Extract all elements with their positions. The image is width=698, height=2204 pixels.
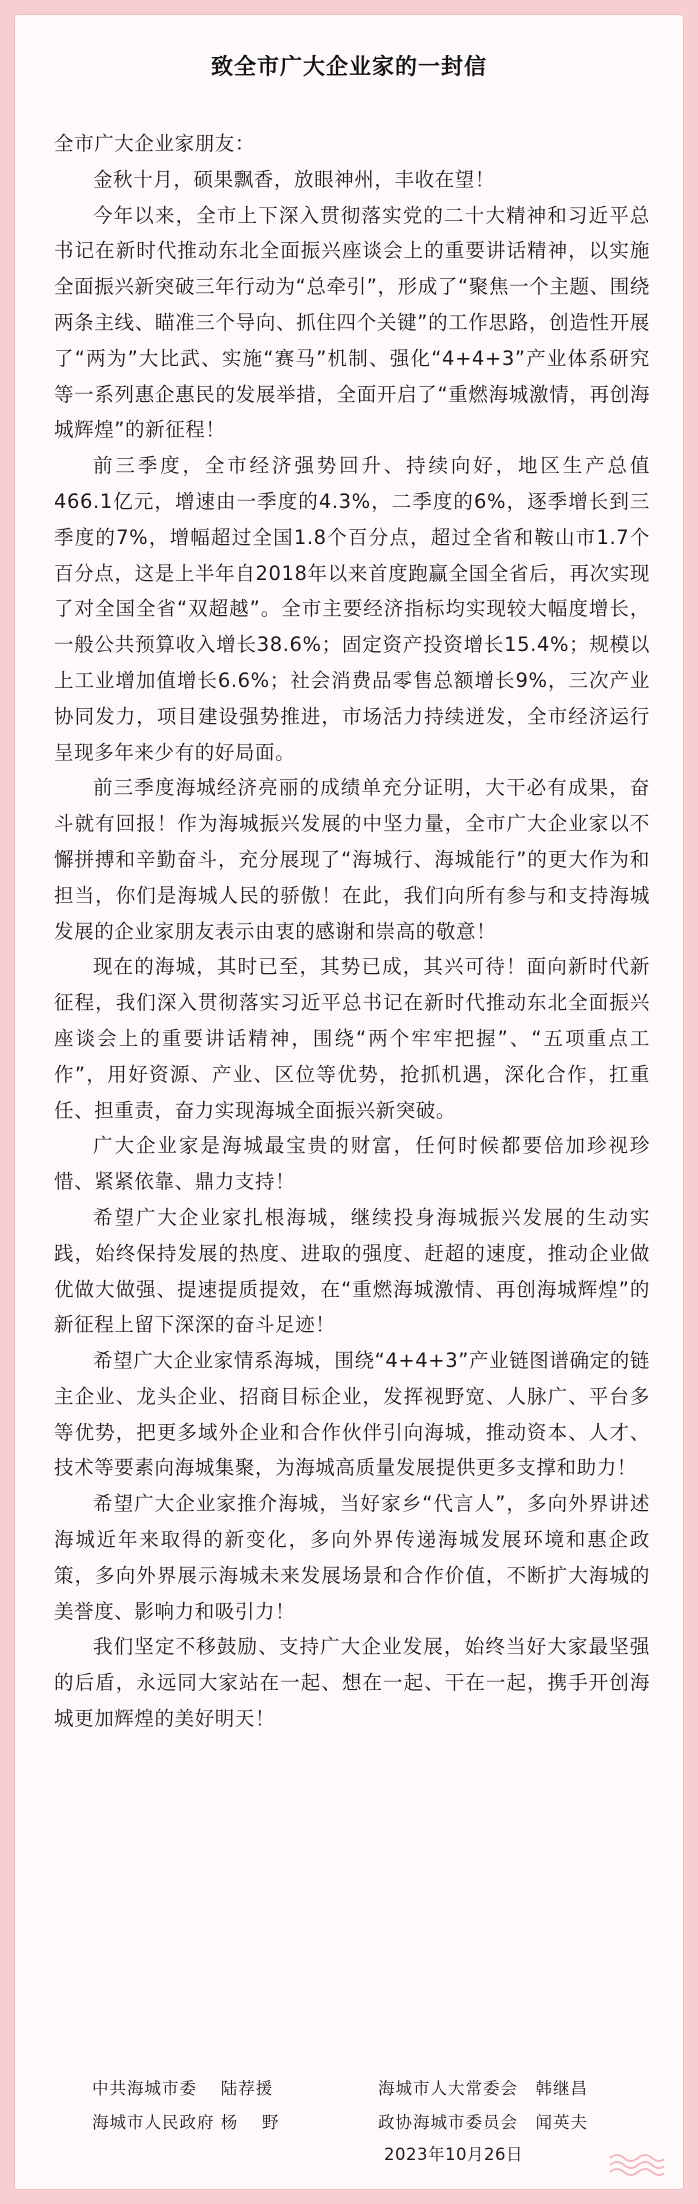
letter-date: 2023年10月26日: [384, 2145, 523, 2164]
signature-right-2: 政协海城市委员会 闻英夫: [378, 2113, 588, 2132]
paragraph: 前三季度海城经济亮丽的成绩单充分证明，大干必有成果，奋斗就有回报！作为海城振兴发展的中坚力量，全市广大企业家以不懈拼搏和辛勤奋斗，充分展现了“海城行、海城能行”的更大作为和担当，你们是海城人民的骄傲！在此，我们向所有参与和支持海城发展的企业家朋友表示由衷的感谢和崇高的敬意！: [54, 776, 650, 943]
paragraph: 现在的海城，其时已至，其势已成，其兴可待！面向新时代新征程，我们深入贯彻落实习近平总书记在新时代推动东北全面振兴座谈会上的重要讲话精神，围绕“两个牢牢把握”、“五项重点工作”，用好资源、产业、区位等优势，抢抓机遇，深化合作，扛重任、担重责，奋力实现海城全面振兴新突破。: [54, 955, 650, 1122]
paragraph: 希望广大企业家扎根海城，继续投身海城振兴发展的生动实践，始终保持发展的热度、进取的强度、赶超的速度，推动企业做优做大做强、提速提质提效，在“重燃海城激情、再创海城辉煌”的新征程上留下深深的奋斗足迹！: [54, 1205, 650, 1337]
letter-body: [54, 126, 650, 1737]
signature-left-1: 中共海城市委 陆荐援: [92, 2079, 274, 2098]
signature-row: [92, 2106, 652, 2140]
signature-row: [92, 2072, 652, 2106]
salutation: 全市广大企业家朋友：: [54, 132, 256, 155]
paragraph: 今年以来，全市上下深入贯彻落实党的二十大精神和习近平总书记在新时代推动东北全面振兴座谈会上的重要讲话精神，以实施全面振兴新突破三年行动为“总牵引”，形成了“聚焦一个主题、围绕两条主线、瞄准三个导向、抓住四个关键”的工作思路，创造性开展了“两为”大比武、实施“赛马”机制、强化“4+4+3”产业体系研究等一系列惠企惠民的发展举措，全面开启了“重燃海城激情，再创海城辉煌”的新征程！: [54, 203, 650, 442]
paragraph: 希望广大企业家推介海城，当好家乡“代言人”，多向外界讲述海城近年来取得的新变化，多向外界传递海城发展环境和惠企政策，多向外界展示海城未来发展场景和合作价值，不断扩大海城的美誉度、影响力和吸引力！: [54, 1492, 650, 1623]
signature-left-2: 海城市人民政府 杨 野: [92, 2113, 280, 2132]
paragraph: 金秋十月，硕果飘香，放眼神州，丰收在望！: [93, 167, 496, 191]
wave-decoration-icon: [608, 2150, 664, 2176]
paragraph: 希望广大企业家情系海城，围绕“4+4+3”产业链图谱确定的链主企业、龙头企业、招商目标企业，发挥视野宽、人脉广、平台多等优势，把更多域外企业和合作伙伴引向海城，推动资本、人才、技术等要素向海城集聚，为海城高质量发展提供更多支撑和助力！: [54, 1349, 650, 1480]
letter-paper: [14, 14, 684, 2190]
paragraph: 我们坚定不移鼓励、支持广大企业发展，始终当好大家最坚强的后盾，永远同大家站在一起、想在一起、干在一起，携手开创海城更加辉煌的美好明天！: [54, 1635, 650, 1731]
signature-block: [92, 2072, 652, 2140]
letter-title: 致全市广大企业家的一封信: [210, 55, 487, 80]
paragraph: 前三季度，全市经济强势回升、持续向好，地区生产总值466.1亿元，增速由一季度的4.3%，二季度的6%，逐季增长到三季度的7%，增幅超过全国1.8个百分点，超过全省和鞍山市1.7个百分点，这是上半年自2018年以来首度跑赢全国全省后，再次实现了对全国全省“双超越”。全市主要经济指标均实现较大幅度增长，一般公共预算收入增长38.6%；固定资产投资增长15.4%；规模以上工业增加值增长6.6%；社会消费品零售总额增长9%，三次产业协同发力，项目建设强势推进，市场活力持续迸发，全市经济运行呈现多年来少有的好局面。: [54, 454, 650, 764]
signature-right-1: 海城市人大常委会 韩继昌: [378, 2079, 588, 2098]
paragraph: 广大企业家是海城最宝贵的财富，任何时候都要倍加珍视珍惜、紧紧依靠、鼎力支持！: [54, 1134, 650, 1194]
